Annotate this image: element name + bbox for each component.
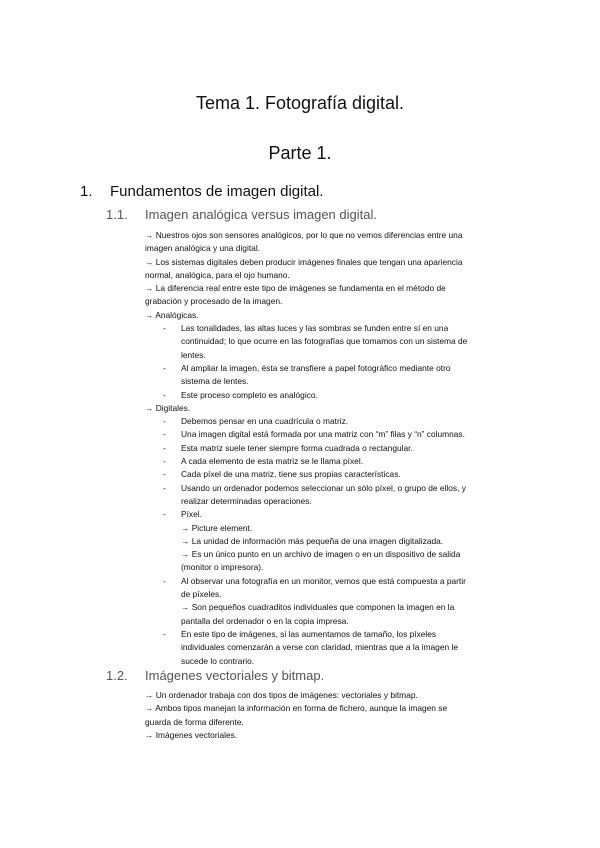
document-part: Parte 1.	[268, 143, 332, 163]
text-line: continuidad; lo que ocurre en las fotografías que tomamos con un sistema de	[181, 336, 468, 347]
text-line: → Picture element.	[181, 522, 253, 533]
text-line: sucede lo contrario.	[181, 655, 255, 666]
text-line: imagen analógica y una digital.	[145, 243, 261, 254]
bullet-item	[145, 628, 530, 668]
text-line: - Este proceso completo es analógico.	[181, 389, 318, 400]
text-line: sistema de lentes.	[181, 376, 249, 387]
text-line: → Son pequeños cuadraditos individuales que componen la imagen en la	[181, 602, 455, 613]
subsection-number: 1.2.	[106, 668, 128, 683]
subsection-title: Imágenes vectoriales y bitmap.	[145, 668, 325, 683]
section-number: 1.	[80, 183, 93, 200]
arrow-paragraph	[145, 282, 530, 309]
text-line: → Un ordenador trabaja con dos tipos de imágenes: vectoriales y bitmap.	[145, 690, 418, 700]
bullet-item	[145, 575, 530, 628]
text-line: normal, analógica, para el ojo humano.	[145, 269, 290, 280]
text-line: → Es un único punto en un archivo de imagen o en un dispositivo de salida	[181, 549, 461, 560]
text-line: - En este tipo de imágenes, si las aumentamos de tamaño, los píxeles	[181, 628, 437, 639]
arrow-paragraph	[145, 256, 530, 283]
text-line: lentes.	[181, 349, 206, 360]
bullet-item	[145, 455, 530, 468]
bullet-item	[145, 322, 530, 362]
text-line: grabación y procesado de la imagen.	[145, 296, 283, 307]
text-line: → Analógicas.	[145, 309, 199, 320]
text-line: (monitor o impresora).	[181, 562, 264, 573]
bullet-item	[145, 362, 530, 389]
text-line: individuales comenzarán a verse con claridad, mientras que a la imagen le	[181, 642, 458, 653]
subsection-1-body	[145, 229, 530, 668]
text-line: guarda de forma diferente.	[145, 716, 244, 727]
text-line: → Ambos tipos manejan la información en forma de fichero, aunque la imagen se	[145, 703, 448, 714]
arrow-paragraph	[145, 229, 530, 256]
bullet-item	[145, 428, 530, 441]
arrow-paragraph	[145, 402, 530, 415]
text-line: - Las tonalidades, las altas luces y las sombras se funden entre sí en una	[181, 323, 449, 334]
subsection-2-body	[145, 689, 530, 742]
text-line: → La unidad de información más pequeña de una imagen digitalizada.	[181, 535, 444, 546]
bullet-item	[145, 482, 530, 509]
bullet-item	[145, 508, 530, 574]
text-line: → Imágenes vectoriales.	[145, 729, 238, 740]
subsection-title: Imagen analógica versus imagen digital.	[145, 207, 377, 222]
bullet-item	[145, 389, 530, 402]
text-line: - Una imagen digital está formada por una matriz con “m” filas y “n” columnas.	[181, 429, 465, 440]
text-line: - Esta matriz suele tener siempre forma cuadrada o rectangular.	[181, 442, 413, 453]
section-heading	[80, 183, 323, 200]
arrow-paragraph	[145, 689, 530, 702]
text-line: realizar determinadas operaciones.	[181, 495, 312, 506]
text-line: → Nuestros ojos son sensores analógicos, por lo que no vemos diferencias entre una	[145, 230, 463, 240]
section-title: Fundamentos de imagen digital.	[110, 183, 324, 200]
text-line: → Digitales.	[145, 402, 191, 413]
text-line: - Usando un ordenador podemos seleccionar un sólo píxel, o grupo de ellos, y	[181, 482, 466, 493]
subsection-number: 1.1.	[106, 207, 128, 222]
text-line: - A cada elemento de esta matriz se le llama píxel.	[181, 456, 364, 467]
bullet-item	[145, 415, 530, 428]
arrow-paragraph	[145, 729, 530, 742]
arrow-paragraph	[145, 702, 530, 729]
bullet-item	[145, 468, 530, 481]
text-line: - Debemos pensar en una cuadrícula o matriz.	[181, 416, 349, 427]
document-title: Tema 1. Fotografía digital.	[195, 93, 405, 113]
text-line: → La diferencia real entre este tipo de imágenes se fundamenta en el método de	[145, 283, 446, 294]
text-line: - Cada píxel de una matriz, tiene sus propias características.	[181, 469, 401, 480]
text-line: de píxeles.	[181, 589, 222, 600]
text-line: - Al observar una fotografía en un monitor, vemos que está compuesta a partir	[181, 575, 466, 586]
bullet-item	[145, 442, 530, 455]
arrow-paragraph	[145, 309, 530, 322]
subsection-heading-1	[106, 207, 377, 222]
text-line: pantalla del ordenador o en la copia impresa.	[181, 615, 349, 626]
text-line: - Al ampliar la imagen, ésta se transfiere a papel fotográfico mediante otro	[181, 362, 451, 373]
text-line: → Los sistemas digitales deben producir imágenes finales que tengan una apariencia	[145, 256, 463, 267]
subsection-heading-2	[106, 668, 324, 683]
text-line: - Píxel.	[181, 509, 202, 520]
